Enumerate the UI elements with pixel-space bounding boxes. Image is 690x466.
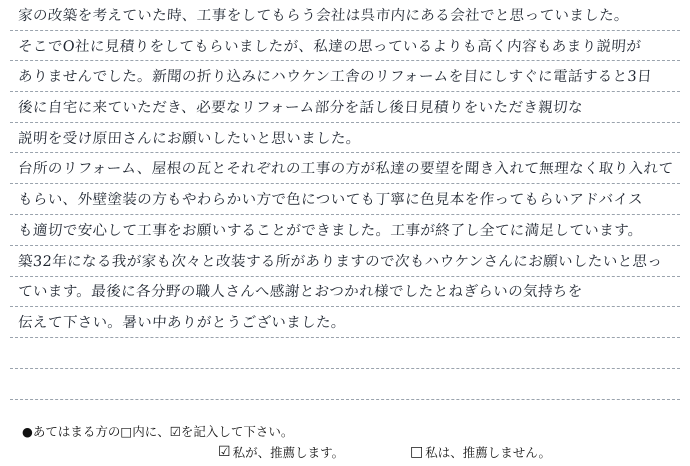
ruled-line [10,183,680,184]
handwritten-line: ています。最後に各分野の職人さんへ感謝とおつかれ様でしたとねぎらいの気持ちを [17,284,584,300]
handwritten-line: 築32年になる我が家も次々と改装する所がありますので次もハウケンさんにお願いしたいと思っ [17,254,663,270]
ruled-line [10,368,680,369]
handwritten-line: 説明を受け原田さんにお願いしたいと思いました。 [17,131,362,147]
handwritten-line: 家の改築を考えていた時、工事をしてもらう会社は呉市内にある会社でと思っていました。 [17,8,630,24]
ruled-line [10,276,680,277]
ruled-line [10,399,680,400]
handwritten-line: 台所のリフォーム、屋根の瓦とそれぞれの工事の方が私達の要望を聞き入れて無理なく取り入れて [17,161,674,177]
handwritten-line: ありませんでした。新聞の折り込みにハウケン工舎のリフォームを目にしすぐに電話すると3日 [17,69,653,85]
recommend-yes-option[interactable] [218,443,344,461]
checkbox-empty-icon[interactable]: □ [410,444,424,460]
ruled-line [10,337,680,338]
ruled-line [10,152,680,153]
ruled-line [10,91,680,92]
ruled-line [10,214,680,215]
handwritten-line: 伝えて下さい。暑い中ありがとうございました。 [17,315,347,331]
handwritten-line: もらい、外壁塗装の方もやわらかい方で色についても丁寧に色見本を作ってもらいアドバイス [17,192,644,208]
handwritten-line: 後に自宅に来ていただき、必要なリフォーム部分を話し後日見積りをいただき親切な [17,100,584,116]
handwritten-line: も適切で安心して工事をお願いすることができました。工事が終了し全てに満足しています。 [17,223,644,239]
ruled-line [10,306,680,307]
ruled-line [10,245,680,246]
recommend-instructions: ●あてはまる方の□内に、☑を記入して下さい。 [22,424,294,439]
recommend-no-option[interactable] [410,443,551,461]
handwritten-line: そこでO社に見積りをしてもらいましたが、私達の思っているよりも高く内容もあまり説明が [17,39,642,55]
recommend-yes-label: 私が、推薦します。 [232,445,345,460]
checkbox-checked-icon[interactable]: ☑ [218,444,231,460]
ruled-line [10,122,680,123]
recommend-no-label: 私は、推薦しません。 [425,445,551,460]
ruled-line [10,30,680,31]
ruled-line [10,60,680,61]
